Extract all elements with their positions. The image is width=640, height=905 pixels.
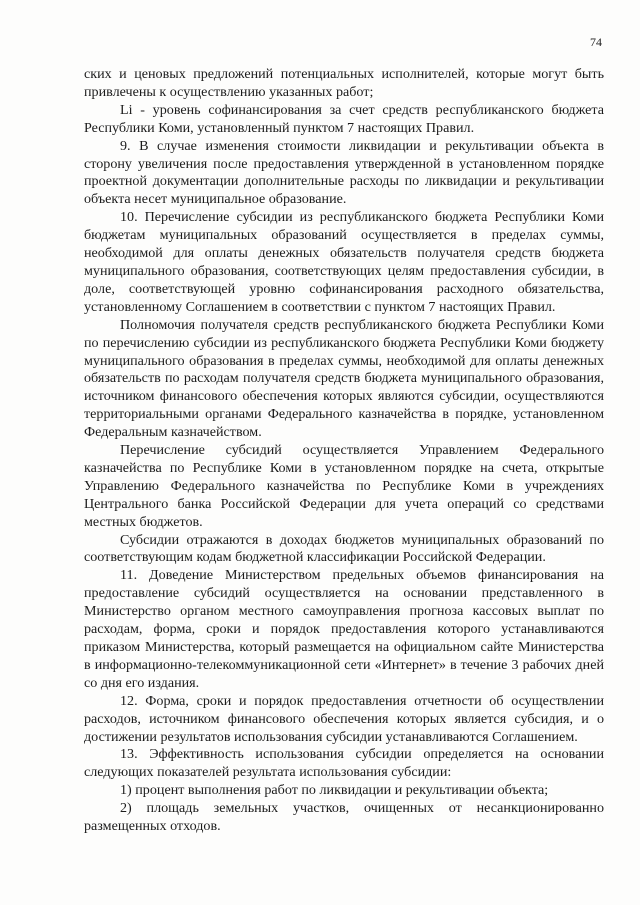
list-item-2: 2) площадь земельных участков, очищенных от несанкционированно размещенных отходов. <box>84 800 604 835</box>
list-item-1: 1) процент выполнения работ по ликвидации и рекультивации объекта; <box>120 782 549 799</box>
page-number: 74 <box>590 35 602 49</box>
paragraph-clause-9: 9. В случае изменения стоимости ликвидации и рекультивации объекта в сторону увеличения после предоставления утвержденной в установленном порядке проектной документации дополнительные расходы по ликвидации и рекультивации объекта несет муниципальное образование. <box>84 137 604 208</box>
paragraph-li-definition: Li - уровень софинансирования за счет средств республиканского бюджета Республики Коми, установленный пунктом 7 настоящих Правил. <box>84 101 604 136</box>
document-body <box>84 66 604 836</box>
paragraph-transfer: Перечисление субсидий осуществляется Управлением Федерального казначейства по Республике Коми в установленном порядке на счета, открытые Управлению Федерального казначейства по Республике Коми в учреждениях Центрального банка Российской Федерации для учета операций со средствами местных бюджетов. <box>84 442 604 530</box>
paragraph-subsidies-income: Субсидии отражаются в доходах бюджетов муниципальных образований по соответствующим кодам бюджетной классификации Российской Федерации. <box>84 531 604 566</box>
paragraph-clause-11: 11. Доведение Министерством предельных объемов финансирования на предоставление субсидий осуществляется на основании представленного в Министерство органом местного самоуправления прогноза кассовых выплат по расходам, форма, сроки и порядок предоставления которого устанавливаются приказом Министерства, который размещается на официальном сайте Министерства в информационно-телекоммуникационной сети «Интернет» в течение 3 рабочих дней со дня его издания. <box>84 567 604 691</box>
paragraph-powers: Полномочия получателя средств республиканского бюджета Республики Коми по перечислению субсидии из республиканского бюджета Республики Коми бюджету муниципального образования в пределах суммы, необходимой для оплаты денежных обязательств по расходам получателя средств бюджета муниципального образования, источником финансового обеспечения которых являются субсидии, осуществляются территориальными органами Федерального казначейства в порядке, установленном Федеральным казначейством. <box>84 316 604 441</box>
paragraph-clause-10: 10. Перечисление субсидии из республиканского бюджета Республики Коми бюджетам муниципальных образований осуществляется в пределах суммы, необходимой для оплаты денежных обязательств получателя средств бюджета муниципального образования, соответствующих целям предоставления субсидии, в доле, соответствующей уровню софинансирования расходного обязательства, установленному Соглашением в соответствии с пунктом 7 настоящих Правил. <box>84 209 604 315</box>
paragraph-clause-13: 13. Эффективность использования субсидии определяется на основании следующих показателей результата использования субсидии: <box>84 746 604 781</box>
paragraph-clause-12: 12. Форма, сроки и порядок предоставления отчетности об осуществлении расходов, источником финансового обеспечения которых является субсидия, и о достижении результатов использования субсидии устанавливаются Соглашением. <box>84 692 604 745</box>
paragraph-continuation: ских и ценовых предложений потенциальных исполнителей, которые могут быть привлечены к осуществлению указанных работ; <box>84 66 604 100</box>
